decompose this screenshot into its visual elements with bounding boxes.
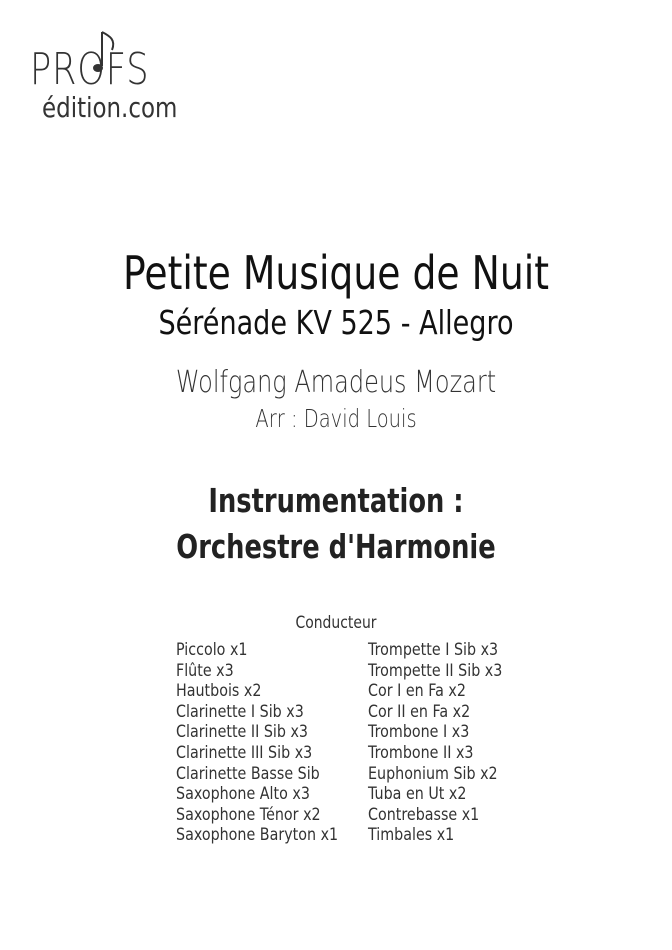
instrument-item: Clarinette I Sib x3 bbox=[176, 701, 304, 722]
instrument-item: Saxophone Baryton x1 bbox=[176, 825, 339, 846]
instrument-list-left bbox=[176, 640, 369, 846]
instrument-item: Trombone II x3 bbox=[368, 742, 474, 763]
instrument-item: Saxophone Alto x3 bbox=[176, 784, 310, 805]
publisher-logo bbox=[30, 28, 230, 128]
instrument-item: Cor I en Fa x2 bbox=[368, 681, 466, 702]
logo-subtitle: édition.com bbox=[42, 91, 178, 124]
instrument-item: Clarinette Basse Sib bbox=[176, 763, 320, 784]
piece-title: Petite Musique de Nuit bbox=[122, 246, 550, 300]
instrument-item: Cor II en Fa x2 bbox=[368, 701, 471, 722]
instrument-item: Euphonium Sib x2 bbox=[368, 763, 498, 784]
instrument-item: Clarinette III Sib x3 bbox=[176, 742, 313, 763]
instrument-list-right bbox=[368, 640, 528, 846]
instrumentation-value: Orchestre d'Harmonie bbox=[176, 527, 496, 566]
instrument-item: Trompette I Sib x3 bbox=[368, 640, 499, 660]
instrument-item: Piccolo x1 bbox=[176, 640, 248, 660]
instrumentation-label: Instrumentation : bbox=[208, 481, 464, 520]
instrument-item: Trompette II Sib x3 bbox=[368, 660, 503, 681]
instrument-item: Tuba en Ut x2 bbox=[368, 784, 467, 805]
instrument-item: Timbales x1 bbox=[368, 825, 455, 846]
conductor-label: Conducteur bbox=[295, 613, 377, 633]
instrument-item: Flûte x3 bbox=[176, 660, 234, 681]
composer-name: Wolfgang Amadeus Mozart bbox=[175, 365, 497, 400]
instrument-item: Trombone I x3 bbox=[368, 722, 470, 743]
instrument-item: Contrebasse x1 bbox=[368, 804, 480, 825]
piece-subtitle: Sérénade KV 525 - Allegro bbox=[158, 303, 514, 342]
arranger-name: Arr : David Louis bbox=[255, 404, 417, 433]
instrument-item: Saxophone Ténor x2 bbox=[176, 804, 321, 825]
instrument-item: Clarinette II Sib x3 bbox=[176, 722, 309, 743]
logo-brand: PROFS bbox=[30, 44, 150, 95]
instrument-item: Hautbois x2 bbox=[176, 681, 262, 702]
